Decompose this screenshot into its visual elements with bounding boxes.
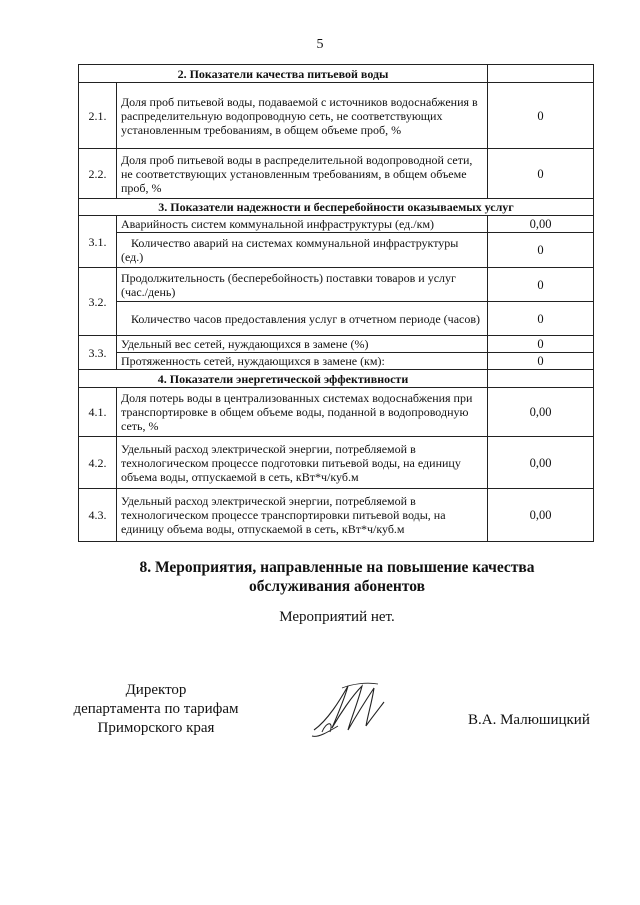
row-value: 0,00 <box>488 216 594 233</box>
table-row <box>79 216 594 233</box>
row-number: 2.1. <box>79 83 117 149</box>
row-value: 0 <box>488 149 594 199</box>
row-value: 0,00 <box>488 388 594 437</box>
page-number: 5 <box>316 37 324 52</box>
signatory-name: В.А. Малюшицкий <box>468 712 590 728</box>
section-8-text: Мероприятий нет. <box>279 609 395 625</box>
section-title: 3. Показатели надежности и бесперебойности оказываемых услуг <box>79 199 594 216</box>
row-value: 0 <box>488 83 594 149</box>
section-8-heading <box>0 558 640 596</box>
table-row <box>79 353 594 370</box>
table-row <box>79 302 594 336</box>
row-text: Протяженность сетей, нуждающихся в замене (км): <box>117 353 488 370</box>
row-text: Количество аварий на системах коммунальной инфраструктуры (ед.) <box>117 233 488 268</box>
section-8-heading-line: 8. Мероприятия, направленные на повышение качества <box>139 559 535 576</box>
row-number: 3.2. <box>79 268 117 336</box>
row-number: 2.2. <box>79 149 117 199</box>
row-text: Продолжительность (бесперебойность) поставки товаров и услуг (час./день) <box>117 268 488 302</box>
section-title: 4. Показатели энергетической эффективности <box>79 370 488 388</box>
section-header-row <box>79 65 594 83</box>
section-header-row <box>79 370 594 388</box>
row-value: 0 <box>488 353 594 370</box>
row-value: 0 <box>488 302 594 336</box>
row-number: 3.3. <box>79 336 117 370</box>
handwritten-signature <box>308 680 398 742</box>
row-value: 0,00 <box>488 437 594 489</box>
row-text: Доля проб питьевой воды в распределительной водопроводной сети, не соответствующих установленным требованиям, в общем объеме проб, % <box>117 149 488 199</box>
row-text: Удельный вес сетей, нуждающихся в замене (%) <box>117 336 488 353</box>
signatory-title-line: Приморского края <box>97 720 215 736</box>
indicators-table <box>78 64 594 542</box>
signatory-title-line: Директор <box>125 682 187 698</box>
row-number: 4.3. <box>79 489 117 542</box>
row-value: 0,00 <box>488 489 594 542</box>
row-number: 4.2. <box>79 437 117 489</box>
row-number: 3.1. <box>79 216 117 268</box>
row-text: Доля потерь воды в централизованных системах водоснабжения при транспортировке в общем объеме воды, поданной в водопроводную сеть, % <box>117 388 488 437</box>
table-row <box>79 388 594 437</box>
table-row <box>79 336 594 353</box>
row-value: 0 <box>488 336 594 353</box>
section-8-heading-line: обслуживания абонентов <box>249 578 425 595</box>
row-text: Удельный расход электрической энергии, потребляемой в технологическом процессе транспортировки питьевой воды, на единицу объема воды, отпускаемой в сеть, кВт*ч/куб.м <box>117 489 488 542</box>
row-text: Доля проб питьевой воды, подаваемой с источников водоснабжения в распределительную водопроводную сеть, не соответствующих установленным требованиям, в общем объеме проб, % <box>117 83 488 149</box>
row-text: Аварийность систем коммунальной инфраструктуры (ед./км) <box>117 216 488 233</box>
row-text: Удельный расход электрической энергии, потребляемой в технологическом процессе подготовки питьевой воды, на единицу объема воды, отпускаемой в сеть, кВт*ч/куб.м <box>117 437 488 489</box>
section-title: 2. Показатели качества питьевой воды <box>79 65 488 83</box>
row-value: 0 <box>488 233 594 268</box>
table-row <box>79 268 594 302</box>
row-number: 4.1. <box>79 388 117 437</box>
table-row <box>79 149 594 199</box>
table-row <box>79 83 594 149</box>
table-row <box>79 233 594 268</box>
signatory-title <box>56 681 256 738</box>
signatory-title-line: департамента по тарифам <box>73 701 239 717</box>
row-text: Количество часов предоставления услуг в отчетном периоде (часов) <box>117 302 488 336</box>
row-value: 0 <box>488 268 594 302</box>
section-header-row <box>79 199 594 216</box>
table-row <box>79 437 594 489</box>
table-row <box>79 489 594 542</box>
